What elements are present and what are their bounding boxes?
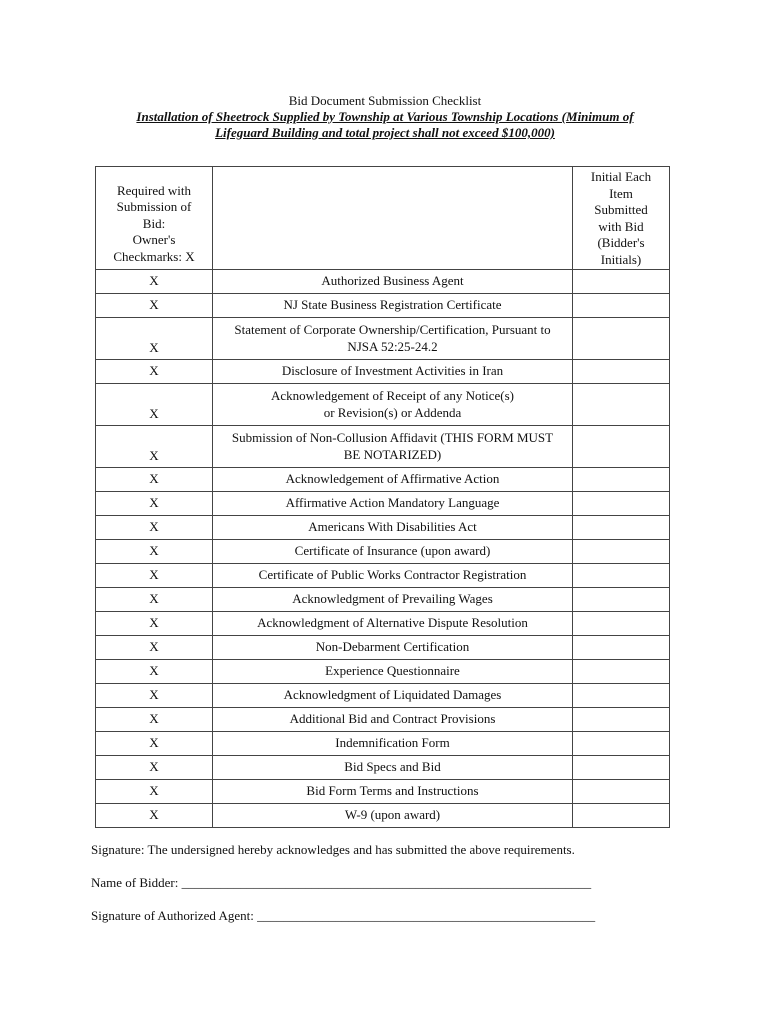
bidder-initials-cell[interactable] (573, 756, 670, 780)
owner-checkmark-cell: X (96, 780, 213, 804)
bidder-initials-cell[interactable] (573, 804, 670, 828)
required-item-text: NJSA 52:25-24.2 (347, 338, 438, 354)
bidder-initials-cell[interactable] (573, 468, 670, 492)
project-title-line-2: Lifeguard Building and total project shall not exceed $100,000) (215, 125, 555, 140)
header-required-cell (96, 167, 213, 270)
bidder-initials-cell[interactable] (573, 270, 670, 294)
header-initials-line: Initials) (600, 251, 642, 267)
owner-checkmark-cell: X (96, 684, 213, 708)
required-item-cell (213, 468, 573, 492)
checklist-row (96, 540, 670, 564)
owner-checkmark-cell: X (96, 708, 213, 732)
bidder-initials-cell[interactable] (573, 684, 670, 708)
checklist-row (96, 564, 670, 588)
required-item-text: Acknowledgement of Receipt of any Notice(s) (271, 388, 514, 403)
owner-checkmark-cell: X (96, 492, 213, 516)
owner-checkmark-cell: X (96, 318, 213, 360)
required-item-text: Experience Questionnaire (325, 663, 460, 679)
required-item-text: Affirmative Action Mandatory Language (285, 495, 500, 511)
owner-checkmark-cell: X (96, 756, 213, 780)
header-required-line: Submission of (116, 199, 192, 214)
checklist-row (96, 426, 670, 468)
required-item-text: or Revision(s) or Addenda (323, 404, 462, 420)
header-required-line: Bid: (142, 215, 166, 231)
owner-checkmark-cell: X (96, 270, 213, 294)
bidder-initials-cell[interactable] (573, 492, 670, 516)
bidder-initials-cell[interactable] (573, 564, 670, 588)
required-item-cell (213, 360, 573, 384)
header-initials-line: with Bid (598, 218, 644, 234)
bidder-initials-cell[interactable] (573, 384, 670, 426)
required-item-text: Statement of Corporate Ownership/Certification, Pursuant to (234, 322, 551, 337)
document-heading (0, 93, 770, 141)
required-item-text: BE NOTARIZED) (343, 446, 442, 462)
required-item-text: Indemnification Form (335, 735, 450, 751)
owner-checkmark-cell: X (96, 660, 213, 684)
required-item-cell (213, 636, 573, 660)
required-item-text: Bid Form Terms and Instructions (306, 783, 479, 799)
checklist-row (96, 516, 670, 540)
checklist-row (96, 684, 670, 708)
required-item-cell (213, 708, 573, 732)
required-item-cell (213, 756, 573, 780)
owner-checkmark-cell: X (96, 636, 213, 660)
checklist-title: Bid Document Submission Checklist (288, 93, 482, 108)
required-item-cell (213, 612, 573, 636)
required-item-cell (213, 540, 573, 564)
required-item-text: W-9 (upon award) (344, 807, 441, 823)
checklist-row (96, 660, 670, 684)
required-item-text: Disclosure of Investment Activities in Iran (281, 363, 504, 379)
required-item-text: Acknowledgment of Liquidated Damages (283, 687, 502, 703)
required-item-cell (213, 564, 573, 588)
required-item-cell (213, 684, 573, 708)
required-item-text: Certificate of Public Works Contractor Registration (258, 567, 527, 583)
checklist-table (95, 166, 670, 828)
header-required-line: Checkmarks: X (113, 248, 195, 264)
header-item-cell (213, 167, 573, 270)
required-item-cell (213, 588, 573, 612)
bidder-initials-cell[interactable] (573, 426, 670, 468)
required-item-text: Bid Specs and Bid (344, 759, 441, 775)
bidder-initials-cell[interactable] (573, 660, 670, 684)
header-initials-line: Initial Each (590, 169, 652, 184)
required-item-text: Americans With Disabilities Act (308, 519, 477, 535)
required-item-cell (213, 660, 573, 684)
checklist-row (96, 732, 670, 756)
bidder-initials-cell[interactable] (573, 318, 670, 360)
checklist-row (96, 636, 670, 660)
bidder-initials-cell[interactable] (573, 636, 670, 660)
checklist-row (96, 360, 670, 384)
bidder-initials-cell[interactable] (573, 516, 670, 540)
checklist-row (96, 492, 670, 516)
checklist-row (96, 612, 670, 636)
owner-checkmark-cell: X (96, 384, 213, 426)
checklist-row (96, 294, 670, 318)
checklist-row (96, 708, 670, 732)
owner-checkmark-cell: X (96, 540, 213, 564)
bidder-initials-cell[interactable] (573, 360, 670, 384)
owner-checkmark-cell: X (96, 804, 213, 828)
bidder-initials-cell[interactable] (573, 732, 670, 756)
required-item-cell (213, 804, 573, 828)
bidder-initials-cell[interactable] (573, 612, 670, 636)
checklist-row (96, 756, 670, 780)
table-header-row (96, 167, 670, 270)
signature-statement: Signature: The undersigned hereby acknowledges and has submitted the above requirements. (91, 842, 575, 857)
checklist-row (96, 780, 670, 804)
header-initials-line: Submitted (594, 202, 648, 217)
required-item-cell (213, 318, 573, 360)
owner-checkmark-cell: X (96, 612, 213, 636)
required-item-cell (213, 426, 573, 468)
owner-checkmark-cell: X (96, 588, 213, 612)
bidder-initials-cell[interactable] (573, 540, 670, 564)
checklist-row (96, 318, 670, 360)
required-item-cell (213, 270, 573, 294)
checklist-row (96, 270, 670, 294)
bidder-initials-cell[interactable] (573, 708, 670, 732)
required-item-cell (213, 384, 573, 426)
header-required-line: Required with (116, 182, 191, 198)
owner-checkmark-cell: X (96, 468, 213, 492)
required-item-cell (213, 294, 573, 318)
owner-checkmark-cell: X (96, 516, 213, 540)
owner-checkmark-cell: X (96, 294, 213, 318)
required-item-text: Additional Bid and Contract Provisions (289, 711, 496, 727)
required-item-text: Certificate of Insurance (upon award) (294, 543, 491, 559)
required-item-text: Acknowledgment of Alternative Dispute Resolution (257, 615, 528, 631)
header-initials-line: (Bidder's (597, 235, 645, 250)
owner-checkmark-cell: X (96, 564, 213, 588)
required-item-text: Acknowledgment of Prevailing Wages (292, 591, 493, 607)
bidder-initials-cell[interactable] (573, 780, 670, 804)
required-item-cell (213, 516, 573, 540)
required-item-text: NJ State Business Registration Certificate (283, 297, 502, 313)
required-item-text: Authorized Business Agent (321, 273, 464, 289)
required-item-text: Acknowledgement of Affirmative Action (285, 471, 500, 487)
bidder-initials-cell[interactable] (573, 588, 670, 612)
required-item-cell (213, 492, 573, 516)
required-item-text: Submission of Non-Collusion Affidavit (THIS FORM MUST (231, 430, 554, 445)
checklist-row (96, 384, 670, 426)
header-initials-cell (573, 167, 670, 270)
owner-checkmark-cell: X (96, 732, 213, 756)
bidder-initials-cell[interactable] (573, 294, 670, 318)
owner-checkmark-cell: X (96, 360, 213, 384)
header-required-line: Owner's (132, 232, 176, 247)
required-item-cell (213, 780, 573, 804)
checklist-row (96, 588, 670, 612)
authorized-agent-signature-field[interactable]: Signature of Authorized Agent: ____________________________________________________ (91, 908, 596, 923)
project-title-line-1: Installation of Sheetrock Supplied by Township at Various Township Locations (Minimum of (136, 109, 634, 124)
required-item-text: Non-Debarment Certification (315, 639, 470, 655)
header-initials-line: Item (609, 185, 633, 201)
owner-checkmark-cell: X (96, 426, 213, 468)
checklist-row (96, 804, 670, 828)
checklist-row (96, 468, 670, 492)
name-of-bidder-field[interactable]: Name of Bidder: _______________________________________________________________ (91, 875, 592, 890)
required-item-cell (213, 732, 573, 756)
